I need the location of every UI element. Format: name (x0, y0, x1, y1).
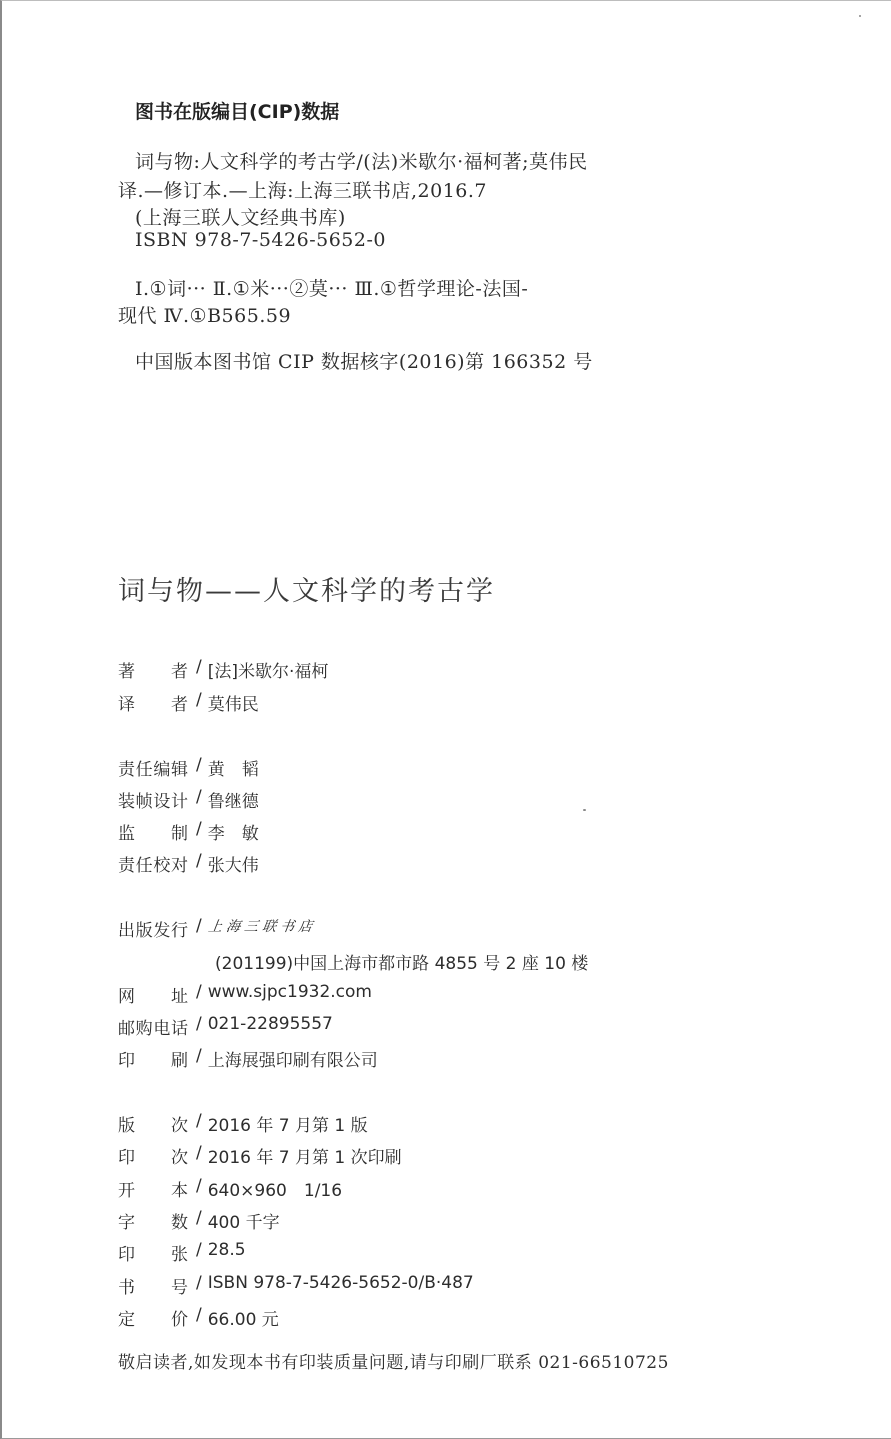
website-value: www.sjpc1932.com (207, 982, 372, 1002)
publisher-logo: 上海三联书店 (206, 919, 318, 935)
website-label: 网 址 (118, 987, 188, 1007)
credit-value: [法]米歇尔·福柯 (207, 662, 329, 682)
spec-label: 定 价 (118, 1310, 188, 1330)
cip-line-2: 译.—修订本.—上海:上海三联书店,2016.7 (118, 180, 488, 202)
credit-value: 张大伟 (207, 856, 259, 876)
spec-edition: 版 次 / 2016 年 7 月第 1 版 (118, 1111, 368, 1136)
spec-price: 定 价 / 66.00 元 (118, 1305, 279, 1330)
spec-label: 印 次 (118, 1148, 188, 1168)
credit-editor: 责任编辑 / 黄 韬 (118, 755, 259, 780)
book-title: 词与物——人文科学的考古学 (118, 576, 495, 607)
credit-label: 责任编辑 (118, 760, 188, 780)
credit-value: 莫伟民 (207, 695, 259, 715)
cip-line-5: Ⅰ.①词··· Ⅱ.①米···②莫··· Ⅲ.①哲学理论-法国- (135, 278, 529, 300)
cip-line-7: 中国版本图书馆 CIP 数据核字(2016)第 166352 号 (135, 351, 593, 373)
spec-words: 字 数 / 400 千字 (118, 1208, 280, 1233)
reader-notice: 敬启读者,如发现本书有印装质量问题,请与印刷厂联系 021-66510725 (118, 1353, 669, 1373)
cip-line-3: (上海三联人文经典书库) (135, 207, 346, 229)
spec-value: 640×960 1/16 (207, 1181, 343, 1201)
spec-label: 字 数 (118, 1213, 188, 1233)
credit-label: 装帧设计 (118, 792, 188, 812)
spec-label: 书 号 (118, 1278, 188, 1298)
spec-printing: 印 次 / 2016 年 7 月第 1 次印刷 (118, 1143, 402, 1168)
publisher-label: 出版发行 (118, 921, 188, 941)
spec-value: 66.00 元 (207, 1310, 279, 1330)
printer-value: 上海展强印刷有限公司 (207, 1051, 378, 1071)
credit-translator: 译 者 / 莫伟民 (118, 690, 259, 715)
publisher-phone: 邮购电话 / 021-22895557 (118, 1014, 333, 1039)
credit-label: 监 制 (118, 824, 188, 844)
spec-sheets: 印 张 / 28.5 (118, 1240, 246, 1265)
scan-speck (859, 15, 861, 17)
spec-label: 印 张 (118, 1245, 188, 1265)
spec-format: 开 本 / 640×960 1/16 (118, 1176, 343, 1201)
credit-label: 责任校对 (118, 856, 188, 876)
credit-proofreader: 责任校对 / 张大伟 (118, 851, 259, 876)
spec-label: 开 本 (118, 1181, 188, 1201)
spec-value: 400 千字 (207, 1213, 280, 1233)
credit-label: 译 者 (118, 695, 188, 715)
cip-heading: 图书在版编目(CIP)数据 (135, 101, 340, 123)
publisher-row: 出版发行 / 上海三联书店 (118, 916, 318, 941)
publisher-website: 网 址 / www.sjpc1932.com (118, 982, 372, 1007)
credit-author: 著 者 / [法]米歇尔·福柯 (118, 657, 329, 682)
credit-value: 李 敏 (207, 824, 259, 844)
spec-value: 28.5 (207, 1240, 246, 1260)
spec-value: 2016 年 7 月第 1 次印刷 (207, 1148, 402, 1168)
publisher-printer: 印 刷 / 上海展强印刷有限公司 (118, 1046, 378, 1071)
cip-isbn: ISBN 978-7-5426-5652-0 (135, 229, 386, 251)
spec-value: ISBN 978-7-5426-5652-0/B·487 (207, 1273, 474, 1293)
credit-label: 著 者 (118, 662, 188, 682)
printer-label: 印 刷 (118, 1051, 188, 1071)
cip-line-1: 词与物:人文科学的考古学/(法)米歇尔·福柯著;莫伟民 (135, 151, 588, 173)
phone-label: 邮购电话 (118, 1019, 188, 1039)
spec-value: 2016 年 7 月第 1 版 (207, 1116, 368, 1136)
scan-speck (583, 809, 586, 811)
spec-label: 版 次 (118, 1116, 188, 1136)
phone-value: 021-22895557 (207, 1014, 333, 1034)
cip-line-6: 现代 Ⅳ.①B565.59 (118, 305, 292, 327)
spec-isbn: 书 号 / ISBN 978-7-5426-5652-0/B·487 (118, 1273, 474, 1298)
credit-designer: 装帧设计 / 鲁继德 (118, 787, 259, 812)
credit-value: 鲁继德 (207, 792, 259, 812)
credit-supervisor: 监 制 / 李 敏 (118, 819, 259, 844)
publisher-address: (201199)中国上海市都市路 4855 号 2 座 10 楼 (215, 954, 589, 974)
credit-value: 黄 韬 (207, 760, 259, 780)
